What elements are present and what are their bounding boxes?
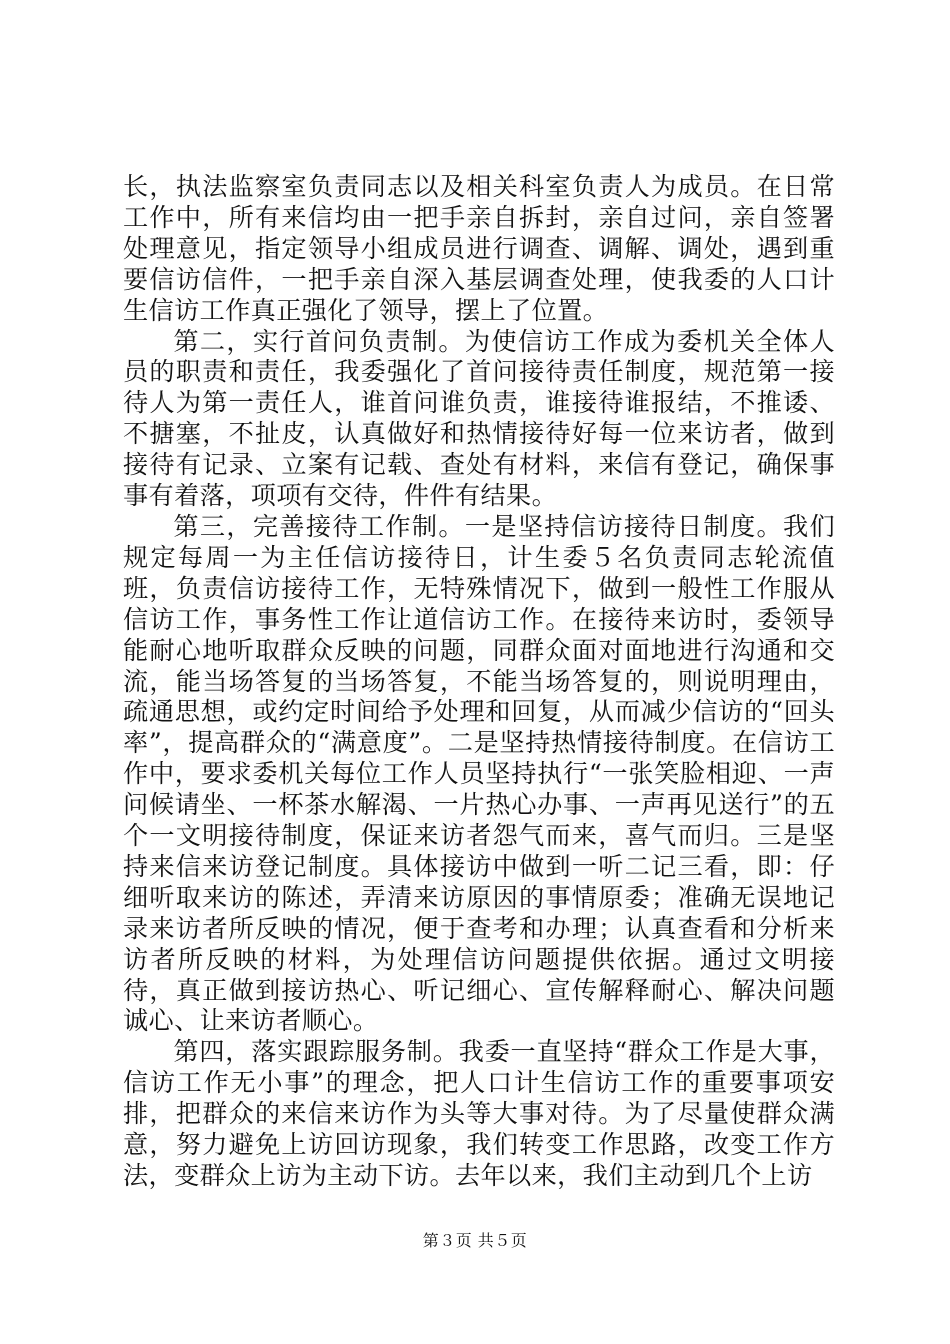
page-footer: 第３页 共５页 — [422, 1231, 528, 1250]
paragraph-4: 第四，落实跟踪服务制。我委一直坚持“群众工作是大事，信访工作无小事”的理念，把人口计生信访工作的重要事项安排，把群众的来信来访作为头等大事对待。为了尽量使群众满意，努力避免上访回访现象，我们转变工作思路，改变工作方法，变群众上访为主动下访。去年以来，我们主动到几个上访 — [123, 1037, 835, 1190]
paragraph-3: 第三，完善接待工作制。一是坚持信访接待日制度。我们规定每周一为主任信访接待日，计生委５名负责同志轮流值班，负责信访接待工作，无特殊情况下，做到一般性工作服从信访工作，事务性工作让道信访工作。在接待来访时，委领导能耐心地听取群众反映的问题，同群众面对面地进行沟通和交流，能当场答复的当场答复，不能当场答复的，则说明理由，疏通思想，或约定时间给予处理和回复，从而减少信访的“回头率”，提高群众的“满意度”。二是坚持热情接待制度。在信访工作中，要求委机关每位工作人员坚持执行“一张笑脸相迎、一声问候请坐、一杯茶水解渴、一片热心办事、一声再见送行”的五个一文明接待制度，保证来访者怨气而来，喜气而归。三是坚持来信来访登记制度。具体接访中做到一听二记三看，即：仔细听取来访的陈述，弄清来访原因的事情原委；准确无误地记录来访者所反映的情况，便于查考和办理；认真查看和分析来访者所反映的材料，为处理信访问题提供依据。通过文明接待，真正做到接访热心、听记细心、宣传解释耐心、解决问题诚心、让来访者顺心。 — [123, 511, 835, 1036]
paragraph-2: 第二，实行首问负责制。为使信访工作成为委机关全体人员的职责和责任，我委强化了首问接待责任制度，规范第一接待人为第一责任人，谁首问谁负责，谁接待谁报结，不推诿、不搪塞，不扯皮，认真做好和热情接待好每一位来访者，做到接待有记录、立案有记载、查处有材料，来信有登记，确保事事有着落，项项有交待，件件有结果。 — [123, 326, 835, 511]
paragraph-1: 长，执法监察室负责同志以及相关科室负责人为成员。在日常工作中，所有来信均由一把手亲自拆封，亲自过问，亲自签署处理意见，指定领导小组成员进行调查、调解、调处，遇到重要信访信件，一把手亲自深入基层调查处理，使我委的人口计生信访工作真正强化了领导，摆上了位置。 — [123, 172, 835, 325]
document-body — [123, 172, 835, 1192]
